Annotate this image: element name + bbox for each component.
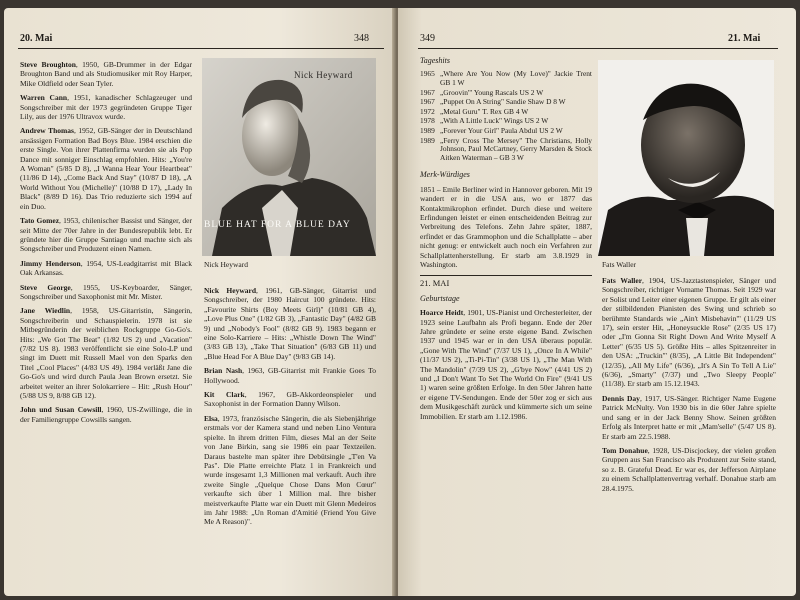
entry-text: , 1952, GB-Sänger der in Deutschland ansässigen Formation Bad Boys Blue. 1984 erschien die erste Single. Von ihrer Plattenfirma wurden sie als Pop Dance mit sonniger Einschlag empfohlen. Hits: „You're A Woman" (5/85 D 8), „I Wanna Hear Your Heartbeat" (11/86 D 14), „Come Back And Stay" (10/87 D 18), „A World Without You (Michelle)" (10/88 D 17), „Lady In Black" (8/89 D 16). Das Trio reduzierte sich 1994 auf ein Duo.	[20, 126, 192, 211]
tageshit-row	[420, 137, 592, 163]
right-column-1-entries	[420, 308, 592, 421]
entry-text: , 1901, US-Pianist und Orchesterleiter, der 1923 seine Laufbahn als Profi begann. Ende der 20er Jahre gründete er seine erste eigene Band. Zwischen 1937 und 1945 war er in den USA überaus populär. „Gone With The Wind" (7/37 US 1), „Once In A While" (11/37 US 2), „Ti-Pi-Tin" (3/38 US 1), „The Man With The Mandolin" (7/39 US 2), „G'bye Now" (4/41 US 2) und „I Don't Want To Set The World On Fire" (9/41 US 1) waren seine größten Erfolge. In den 50er Jahren hatte er eigene TV-Sendungen. Ende der 50er zog er sich aus dem Musikgeschäft zurück und kümmerte sich um seine Immobilien. Er starb am 1.12.1986.	[420, 308, 592, 421]
entry-name: Dennis Day	[602, 393, 640, 403]
entry-name: Nick Heyward	[204, 286, 256, 295]
entry-name: Brian Nash	[204, 366, 243, 376]
tageshit-text: „Puppet On A String" Sandie Shaw D 8 W	[440, 97, 566, 107]
tageshit-text: „Ferry Cross The Mersey" The Christians, Holly Johnson, Paul McCartney, Gerry Marsden & Stock Aitken Waterman – GB 3 W	[440, 135, 592, 162]
entry-name: Tato Gomez	[20, 216, 60, 226]
entry-text: , 1963, GB-Gitarrist mit Frankie Goes To Hollywood.	[204, 366, 376, 385]
right-column-2	[602, 276, 776, 498]
tageshit-text: „Where Are You Now (My Love)" Jackie Trent GB 1 W	[440, 69, 592, 87]
tageshit-row	[420, 98, 592, 107]
tageshit-text: „Groovin'" Young Rascals US 2 W	[440, 87, 544, 97]
biography-entry	[602, 446, 776, 493]
entry-text: , 1973, französische Sängerin, die als Siebenjährige erstmals vor der Kamera stand und neben Lino Ventura spielte. In ihrem dritten Film, dieses Mal an der Seite von Jane Birkin, sang sie 1986 ein paar Textzeilen. Daraus bastelte man später ihre Debütsingle „T'en Va Pas". Die Platte erreichte Platz 1 in Frankreich und wurde insgesamt 1,3 Millionen mal verkauft. Auch ihre zweite Single „Quelque Chose Dans Mon Cœur" verkaufte sich über 1 Million mal. Ihre bisher meistverkaufte Platte war ein Duett mit Glenn Medeiros im Jahr 1988: „Un Roman d'Amitié (Friend You Give Me A Reason)".	[204, 413, 376, 527]
biography-entry	[602, 394, 776, 441]
tageshit-year: 1989	[420, 125, 435, 135]
left-page	[4, 8, 396, 596]
geburtstage-heading: Geburtstage	[420, 293, 460, 303]
biography-entry	[20, 93, 192, 121]
entry-text: , 1951, kanadischer Schlagzeuger und Songschreiber mit der 1973 gegründeten Gruppe Tiger Lily, aus der 1976 Ultravox wurde.	[20, 93, 192, 122]
photo-overlay-name: Nick Heyward	[294, 70, 353, 80]
tageshit-text: „Metal Guru" T. Rex GB 4 W	[440, 106, 529, 116]
biography-entry	[20, 60, 192, 88]
entry-text: , 1954, US-Leadgitarrist mit Black Oak Arkansas.	[20, 258, 192, 278]
right-column-1	[420, 54, 592, 426]
fats-waller-caption: Fats Waller	[602, 260, 637, 269]
biography-entry	[20, 126, 192, 211]
biography-entry	[20, 259, 192, 278]
entry-text: , 1917, US-Sänger. Richtiger Name Eugene Patrick McNulty. Von 1930 bis in die 60er Jahre spielte und sang er in der Jack Benny Show. Seinen größten Erfolg als Interpret hatte er mit „Mam'selle" (5/47 US 8). Er starb am 22.5.1988.	[602, 393, 776, 441]
entry-text: , 1967, GB-Akkordeonspieler und Saxophonist in der Formation Danny Wilson.	[204, 390, 376, 409]
entry-name: Jimmy Henderson	[20, 258, 81, 268]
right-page-date: 21. Mai	[728, 33, 761, 44]
entry-text: , 1928, US-Discjockey, der vielen großen Gruppen aus San Francisco als Produzent zur Seite stand, so z. B. Grateful Dead. Er war es, der Jefferson Airplane zu einem Schallplattenvertrag verhalf. Donahue starb am 28.4.1975.	[602, 445, 776, 493]
entry-name: Fats Waller	[602, 276, 643, 285]
left-header-rule	[18, 48, 384, 49]
right-page-number: 349	[420, 33, 435, 44]
tageshit-row	[420, 117, 592, 126]
tageshit-year: 1965	[420, 69, 435, 79]
tageshits-heading: Tageshits	[420, 56, 450, 65]
entry-name: Kit Clark	[204, 390, 245, 400]
entry-name: Steve Broughton	[20, 60, 76, 69]
tageshit-row	[420, 127, 592, 136]
tageshit-year: 1967	[420, 97, 435, 107]
tageshit-row	[420, 70, 592, 87]
left-page-date: 20. Mai	[20, 33, 53, 44]
tageshit-row	[420, 89, 592, 98]
left-page-number: 348	[354, 33, 369, 44]
merk-wuerdiges-text: 1851 – Emile Berliner wird in Hannover geboren. Mit 19 wandert er in die USA aus, wo er 1877 das Kontaktmikrophon erfindet. Durch diese und weitere Erfindungen leistet er einen entscheidenden Beitrag zur Verbreitung des Telefons. Zehn Jahre später, 1887, erfindet er das Grammophon und die Schallplatte – aber nicht genug: er entwickelt auch noch ein Verfahren zur Schallplattenherstellung. Er starb am 3.8.1929 in Washington.	[420, 184, 592, 269]
tageshit-year: 1972	[420, 106, 435, 116]
photo-overlay-title: BLUE HAT FOR A BLUE DAY	[204, 220, 351, 230]
entry-text: , 1955, US-Keyboarder, Sänger, Songschreiber und Saxophonist mit Mr. Mister.	[20, 282, 192, 301]
entry-name: John und Susan Cowsill	[20, 405, 102, 415]
merk-wuerdiges-heading: Merk-Würdiges	[420, 170, 470, 180]
biography-entry	[20, 216, 192, 254]
entry-name: Andrew Thomas	[20, 126, 74, 136]
entry-text: , 1960, US-Zwillinge, die in der Familiengruppe Cowsills sangen.	[20, 405, 192, 424]
tageshits-list	[420, 70, 592, 162]
tageshit-text: „Forever Your Girl" Paula Abdul US 2 W	[440, 125, 563, 135]
entry-text: , 1953, chilenischer Bassist und Sänger, der seit Mitte der 70er Jahre in der Bundesrepublik lebt. Er gründete hier die Gruppe Santiago und machte sich als Songschreiber und Produzent einen Namen.	[20, 216, 192, 254]
entry-name: Steve George	[20, 282, 71, 292]
nick-heyward-caption: Nick Heyward	[204, 260, 248, 269]
tageshit-row	[420, 108, 592, 117]
fats-waller-photo	[598, 60, 774, 256]
entry-name: Tom Donahue	[602, 445, 648, 455]
biography-entry	[204, 390, 376, 409]
biography-entry	[20, 306, 192, 400]
biography-entry	[420, 308, 592, 421]
tageshit-year: 1967	[420, 87, 435, 97]
right-header-rule	[418, 48, 778, 49]
left-column-2	[204, 286, 376, 532]
entry-text: , 1961, GB-Sänger, Gitarrist und Songschreiber, der 1980 Haircut 100 gründete. Hits: „Favourite Shirts (Boy Meets Girl)" (10/81 GB 4), „Love Plus One" (1/82 GB 3), „Fantastic Day" (4/82 GB 9) und „Nobody's Fool" (8/82 GB 9). 1983 begann er eine Solo-Karriere – Hits: „Whistle Down The Wind" (3/83 GB 13), „Take That Situation" (6/83 GB 11) und „Blue Head For A Blue Day" (9/83 GB 14).	[204, 286, 376, 361]
tageshit-text: „With A Little Luck" Wings US 2 W	[440, 116, 549, 126]
biography-entry	[204, 414, 376, 527]
biography-entry	[20, 283, 192, 302]
right-page	[398, 8, 796, 596]
tageshit-year: 1989	[420, 135, 435, 145]
entry-name: Jane Wiedlin	[20, 306, 71, 316]
biography-entry	[602, 276, 776, 389]
entry-text: , 1950, GB-Drummer in der Edgar Broughton Band und als Studiomusiker mit Roy Harper, Mike Oldfield oder Sean Tyler.	[20, 60, 192, 88]
left-column-1	[20, 60, 192, 429]
entry-name: Hoarce Heidt	[420, 308, 464, 318]
date-heading: 21. MAI	[420, 275, 592, 288]
entry-text: , 1958, US-Gitarristin, Sängerin, Songschreiberin und Schauspielerin. 1978 ist sie Mitbegründerin der weiblichen Rockgruppe Go-Go's. Hits: „We Got The Beat" (1/82 US 2) und „Vacation" (7/82 US 8). 1983 veröffentlicht sie eine Solo-LP und singt im Duett mit Russell Mael von den Sparks den Titel „Cool Places" (4/83 US 49). 1984 verläßt Jane die Go-Go's und wird durch Paula Jean Brown ersetzt. Sie arbeitet weiter an ihrer Solokarriere – Hit: „Rush Hour" (5/88 US 9, 8/88 GB 12).	[20, 306, 192, 400]
tageshit-year: 1978	[420, 116, 435, 126]
entry-name: Elsa	[204, 413, 218, 423]
entry-name: Warren Cann	[20, 93, 68, 103]
biography-entry	[20, 405, 192, 424]
entry-text: , 1904, US-Jazztastenspieler, Sänger und Songschreiber, richtiger Vorname Thomas. Seit 1929 war er Solist und Leiter einer eigenen Gruppe. Er gilt als einer der stilbildenden Pianisten des Swing und schrieb so berühmte Standards wie „Ain't Misbehavin'" (11/29 US 17), sein erster Hit, „Honeysuckle Rose" (2/35 US 17) oder „I'm Gonna Sit Right Down And Write Myself A Letter" (6/35 US 5). Größte Hits – alles Spitzenreiter in den USA: „Truckin'" (8/35), „A Little Bit Independent" (12/35), „All My Life" (6/36), „It's A Sin To Tell A Lie" (6/36), „Smarty" (7/37) und „Two Sleepy People" (11/38). Er starb am 15.12.1943.	[602, 276, 776, 389]
biography-entry	[204, 366, 376, 385]
biography-entry	[204, 286, 376, 361]
